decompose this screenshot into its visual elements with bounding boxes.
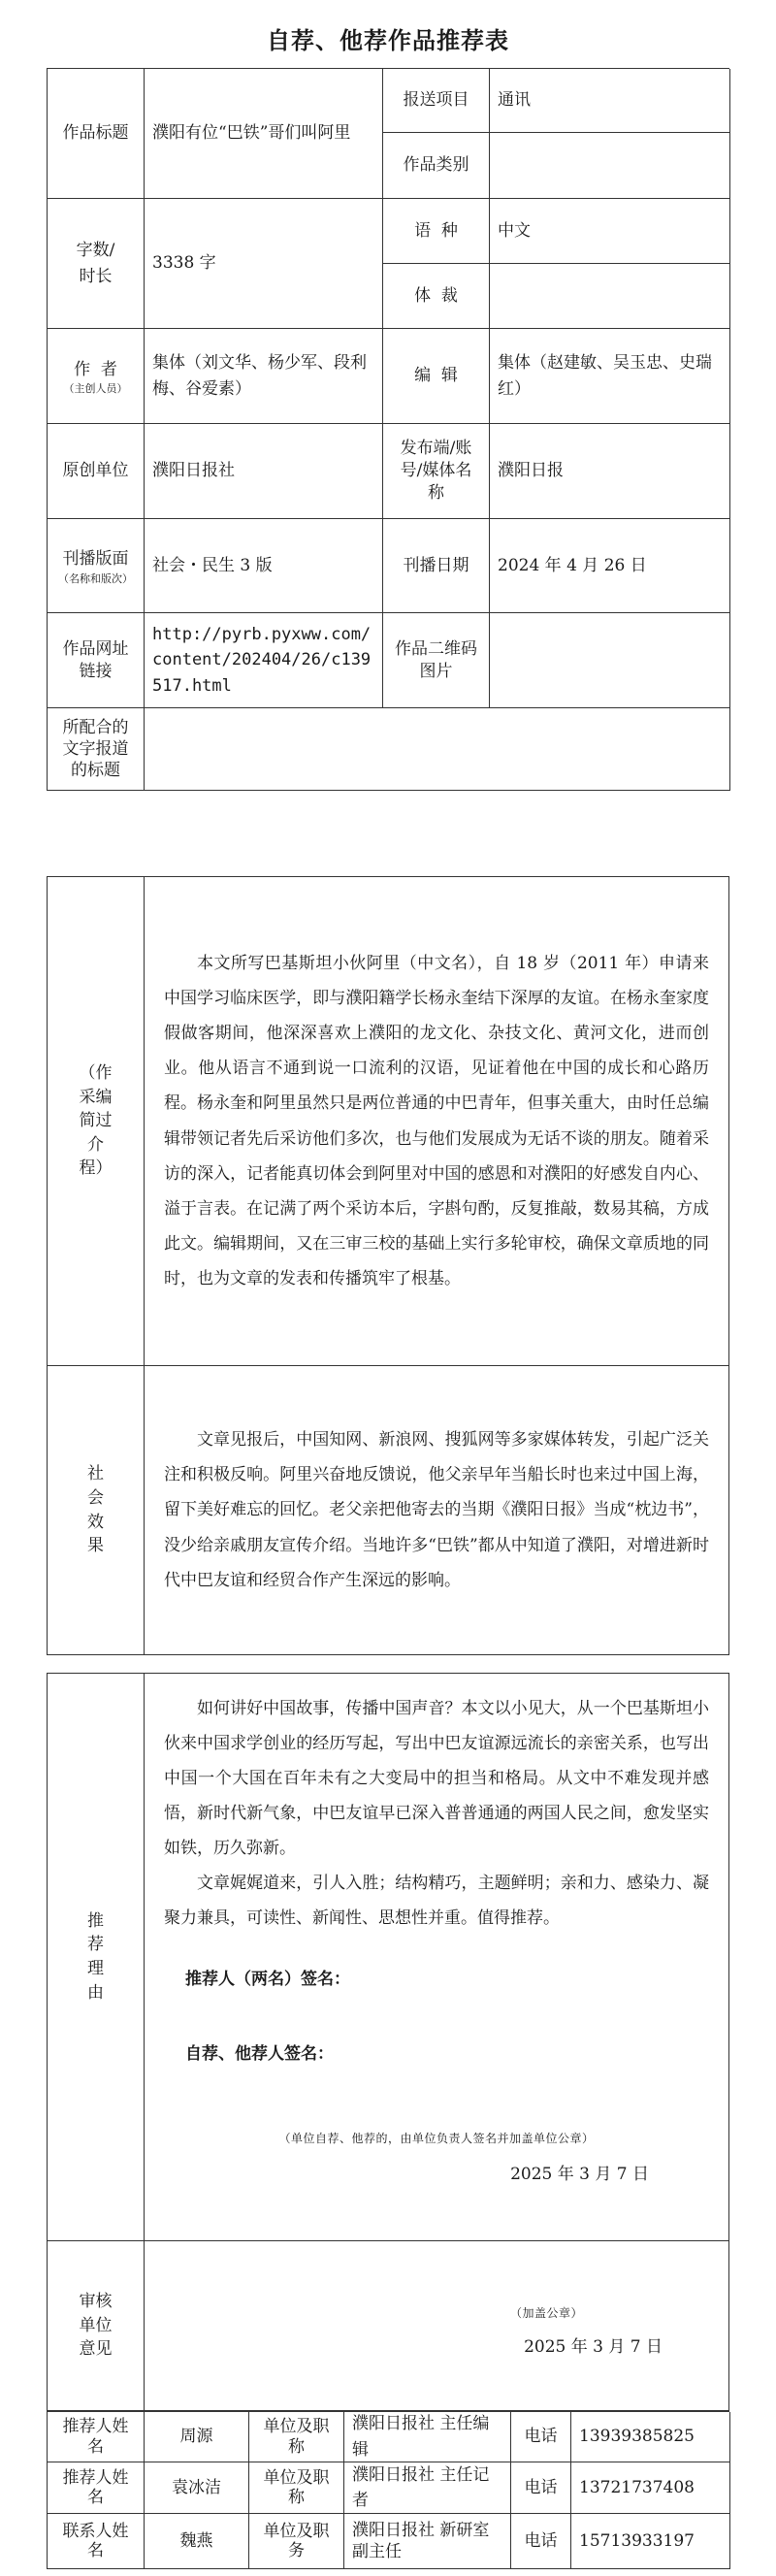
- genre-label: 体 裁: [383, 264, 490, 329]
- wordcount-label: [48, 199, 145, 329]
- wordcount-label-text: 字数/时长: [76, 241, 115, 286]
- contact-role-3: [48, 2514, 145, 2569]
- platform-value: 濮阳日报: [490, 424, 730, 519]
- url-label-text: 作品网址链接: [62, 638, 129, 681]
- contact-unit-1: 濮阳日报社 主任编辑: [344, 2412, 511, 2462]
- wordcount-value: 3338 字: [145, 199, 383, 329]
- url-label: [48, 613, 145, 708]
- work-title-value: 濮阳有位“巴铁”哥们叫阿里: [145, 69, 383, 199]
- contact-name-1: 周源: [145, 2412, 249, 2462]
- self-recommender-signature: 自荐、他荐人签名：: [185, 2044, 334, 2065]
- reason-note: （单位自荐、他荐的，由单位负责人签名并加盖单位公章）: [278, 2132, 595, 2146]
- unit-value: 濮阳日报社: [145, 424, 383, 519]
- reason-section: [47, 1673, 729, 2241]
- language-value: 中文: [490, 199, 730, 264]
- work-title-label: 作品标题: [48, 69, 145, 199]
- info-table: [47, 68, 729, 791]
- qrcode-label-text: 作品二维码图片: [395, 638, 477, 681]
- contact-unit-label-2-text: 单位及职称: [263, 2467, 330, 2507]
- editor-value: 集体（赵建敏、吴玉忠、史瑞红）: [490, 329, 730, 424]
- url-value[interactable]: http://pyrb.pyxww.com/content/202404/26/c139517.html: [145, 613, 383, 708]
- process-section: [47, 876, 729, 1366]
- category-label: 作品类别: [383, 133, 490, 199]
- contact-phone-label-3: 电话: [511, 2514, 571, 2569]
- review-label-text: 审核单位意见: [79, 2292, 113, 2360]
- review-note: （加盖公章）: [509, 2306, 583, 2320]
- contact-unit-3: 濮阳日报社 新研室副主任: [344, 2514, 511, 2569]
- contact-phone-2: 13721737408: [571, 2462, 730, 2514]
- reason-text-1: 如何讲好中国故事，传播中国声音？本文以小见大，从一个巴基斯坦小伙来中国求学创业的经历写起，写出中巴友谊源远流长的亲密关系，也写出中国一个大国在百年未有之大变局中的担当和格局。从文中不难发现并感悟，新时代新气象，中巴友谊早已深入普普通通的两国人民之间，愈发坚实如铁，历久弥新。: [164, 1699, 709, 1859]
- recommender-signature: 推荐人（两名）签名：: [185, 1970, 350, 1990]
- contacts-table: [47, 2411, 729, 2569]
- related-value: [145, 708, 730, 791]
- contact-unit-label-3-text: 单位及职务: [263, 2521, 330, 2560]
- contact-phone-1: 13939385825: [571, 2412, 730, 2462]
- qrcode-value: [490, 613, 730, 708]
- project-value: 通讯: [490, 69, 730, 133]
- project-label: 报送项目: [383, 69, 490, 133]
- language-label: 语 种: [383, 199, 490, 264]
- review-section: [47, 2241, 729, 2411]
- effect-label-text: 社会效果: [87, 1464, 104, 1556]
- contact-phone-3: 15713933197: [571, 2514, 730, 2569]
- contact-role-1: [48, 2412, 145, 2462]
- unit-label: 原创单位: [48, 424, 145, 519]
- contact-role-2-text: 推荐人姓名: [62, 2467, 129, 2507]
- category-value: [490, 133, 730, 199]
- reason-label-text: 推荐理由: [87, 1910, 104, 2003]
- page-label: [48, 519, 145, 613]
- process-text: 本文所写巴基斯坦小伙阿里（中文名），自 18 岁（2011 年）申请来中国学习临床医学，即与濮阳籍学长杨永奎结下深厚的友谊。在杨永奎家度假做客期间，他深深喜欢上濮阳的龙文化、杂技文化、黄河文化，进而创业。他从语言不通到说一口流利的汉语，见证着他在中国的成长和心路历程。杨永奎和阿里虽然只是两位普通的中巴青年，但事关重大，由时任总编辑带领记者先后采访他们多次，也与他们发展成为无话不谈的朋友。随着采访的深入，记者能真切体会到阿里对中国的感恩和对濮阳的好感发自内心、溢于言表。在记满了两个采访本后，字斟句酌，反复推敲，数易其稿，方成此文。编辑期间，又在三审三校的基础上实行多轮审校，确保文章质地的同时，也为文章的发表和传播筑牢了根基。: [164, 954, 709, 1288]
- contact-unit-label-1: [249, 2412, 344, 2462]
- effect-label: [48, 1366, 145, 1654]
- contact-role-3-text: 联系人姓名: [62, 2521, 129, 2560]
- contact-role-2: [48, 2462, 145, 2514]
- author-label-text: 作 者: [74, 359, 117, 379]
- contact-unit-2: 濮阳日报社 主任记者: [344, 2462, 511, 2514]
- date-value: 2024 年 4 月 26 日: [490, 519, 730, 613]
- process-label-text: （作采编简过介程）: [79, 1062, 113, 1179]
- effect-text: 文章见报后，中国知网、新浪网、搜狐网等多家媒体转发，引起广泛关注和积极反响。阿里兴奋地反馈说，他父亲早年当船长时也来过中国上海，留下美好难忘的回忆。老父亲把他寄去的当期《濮阳日报》当成“枕边书”，没少给亲戚朋友宣传介绍。当地许多“巴铁”都从中知道了濮阳，对增进新时代中巴友谊和经贸合作产生深远的影响。: [164, 1430, 709, 1590]
- page-label-sub: （名称和版次）: [58, 571, 133, 585]
- process-label: [48, 877, 145, 1365]
- form-title: 自荐、他荐作品推荐表: [267, 26, 509, 54]
- contact-phone-label-2: 电话: [511, 2462, 571, 2514]
- related-label-text: 所配合的文字报道的标题: [62, 717, 129, 781]
- platform-label: [383, 424, 490, 519]
- author-label: [48, 329, 145, 424]
- related-label: [48, 708, 145, 791]
- reason-text-2: 文章娓娓道来，引人入胜；结构精巧，主题鲜明；亲和力、感染力、凝聚力兼具，可读性、新闻性、思想性并重。值得推荐。: [164, 1874, 709, 1929]
- page-label-text: 刊播版面: [62, 549, 129, 570]
- date-label: 刊播日期: [383, 519, 490, 613]
- effect-section: [47, 1366, 729, 1655]
- contact-name-3: 魏燕: [145, 2514, 249, 2569]
- review-date: 2025 年 3 月 7 日: [524, 2337, 663, 2357]
- platform-label-text: 发布端/账号/媒体名称: [400, 439, 472, 503]
- reason-date: 2025 年 3 月 7 日: [510, 2165, 649, 2185]
- editor-label: 编 辑: [383, 329, 490, 424]
- author-label-sub: （主创人员）: [63, 382, 128, 396]
- genre-value: [490, 264, 730, 329]
- review-label: [48, 2241, 145, 2410]
- contact-unit-label-2: [249, 2462, 344, 2514]
- page-value: 社会・民生 3 版: [145, 519, 383, 613]
- contact-phone-label-1: 电话: [511, 2412, 571, 2462]
- contact-role-1-text: 推荐人姓名: [62, 2417, 129, 2457]
- contact-unit-label-1-text: 单位及职称: [263, 2417, 330, 2457]
- contact-unit-label-3: [249, 2514, 344, 2569]
- contact-name-2: 袁冰洁: [145, 2462, 249, 2514]
- author-value: 集体（刘文华、杨少军、段利梅、谷爱素）: [145, 329, 383, 424]
- qrcode-label: [383, 613, 490, 708]
- reason-label: [48, 1674, 145, 2240]
